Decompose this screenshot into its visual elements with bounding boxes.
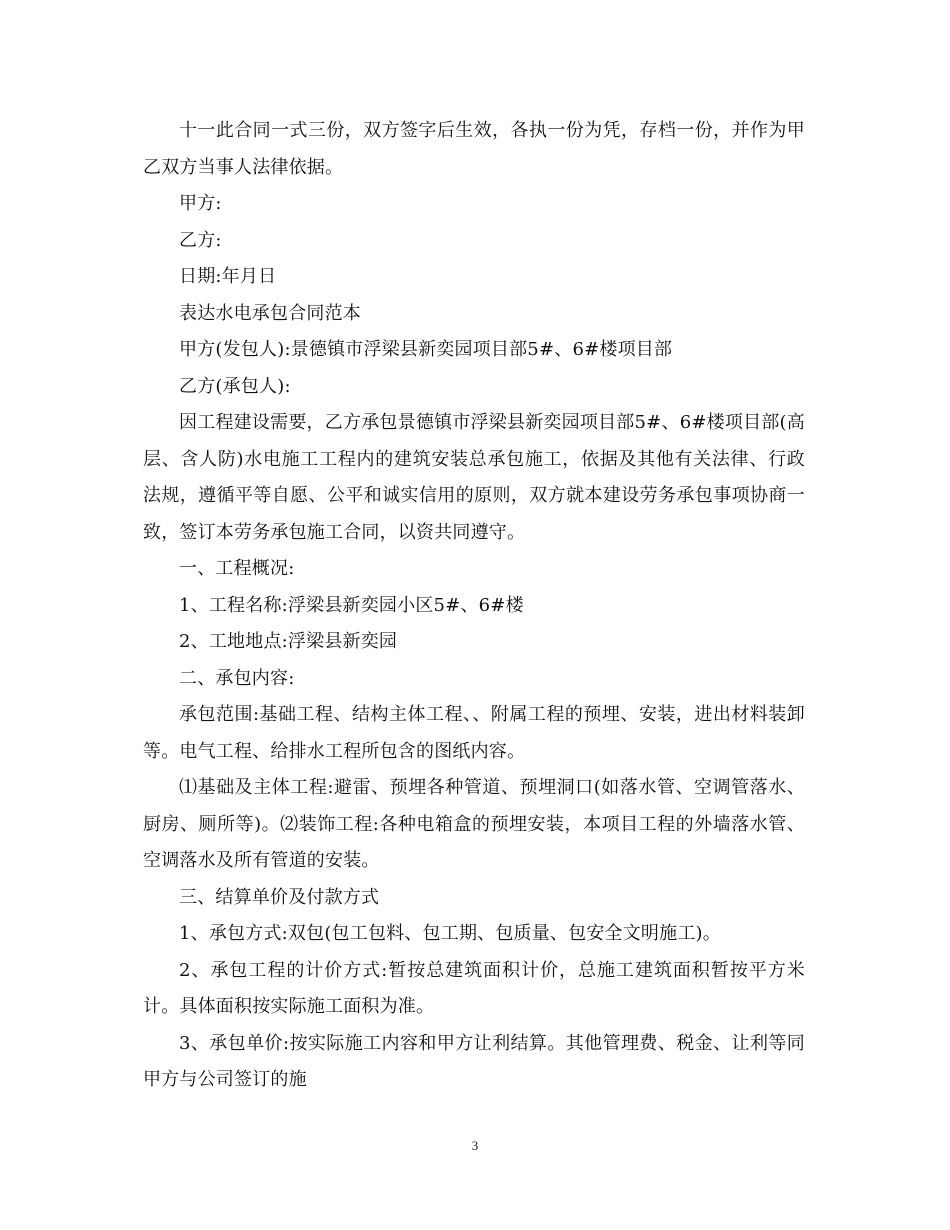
heading-contract-scope: 二、承包内容:: [179, 667, 295, 689]
paragraph-scope: 承包范围:基础工程、结构主体工程、、附属工程的预埋、安装，进出材料装卸等。电气工程、给排水工程所包含的图纸内容。: [143, 704, 805, 762]
paragraph-project-name: 1、工程名称:浮梁县新奕园小区5#、6#楼: [179, 594, 524, 616]
paragraph-copies-clause: 十一此合同一式三份，双方签字后生效，各执一份为凭，存档一份，并作为甲乙双方当事人法律依据。: [143, 120, 805, 178]
paragraph-pricing-method: 2、承包工程的计价方式:暂按总建筑面积计价，总施工建筑面积暂按平方米计。具体面积按实际施工面积为准。: [143, 959, 805, 1017]
paragraph-contract-method: 1、承包方式:双包(包工包料、包工期、包质量、包安全文明施工)。: [179, 923, 721, 944]
paragraph-party-b: 乙方:: [179, 229, 222, 251]
paragraph-date: 日期:年月日: [179, 266, 277, 287]
paragraph-party-b-contractor: 乙方(承包人):: [179, 375, 291, 397]
page-number: 3: [471, 1138, 479, 1153]
paragraph-site-location: 2、工地地点:浮梁县新奕园: [179, 631, 398, 652]
paragraph-party-a-issuer: 甲方(发包人):景德镇市浮梁县新奕园项目部5#、6#楼项目部: [179, 339, 673, 360]
paragraph-unit-price: 3、承包单价:按实际施工内容和甲方让利结算。其他管理费、税金、让利等同甲方与公司签订的施: [143, 1032, 805, 1090]
heading-settlement: 三、结算单价及付款方式: [179, 886, 380, 908]
paragraph-party-a: 甲方:: [179, 193, 222, 214]
document-body: [143, 113, 805, 1099]
paragraph-scope-details: ⑴基础及主体工程:避雷、预埋各种管道、预埋洞口(如落水管、空调管落水、厨房、厕所等)。⑵装饰工程:各种电箱盒的预埋安装，本项目工程的外墙落水管、空调落水及所有管道的安装。: [143, 777, 805, 871]
paragraph-contract-title: 表达水电承包合同范本: [179, 302, 361, 324]
heading-project-overview: 一、工程概况:: [179, 558, 295, 579]
paragraph-preamble: 因工程建设需要，乙方承包景德镇市浮梁县新奕园项目部5#、6#楼项目部(高层、含人防)水电施工工程内的建筑安装总承包施工，依据及其他有关法律、行政法规，遵循平等自愿、公平和诚实信用的原则，双方就本建设劳务承包事项协商一致，签订本劳务承包施工合同，以资共同遵守。: [143, 412, 805, 543]
